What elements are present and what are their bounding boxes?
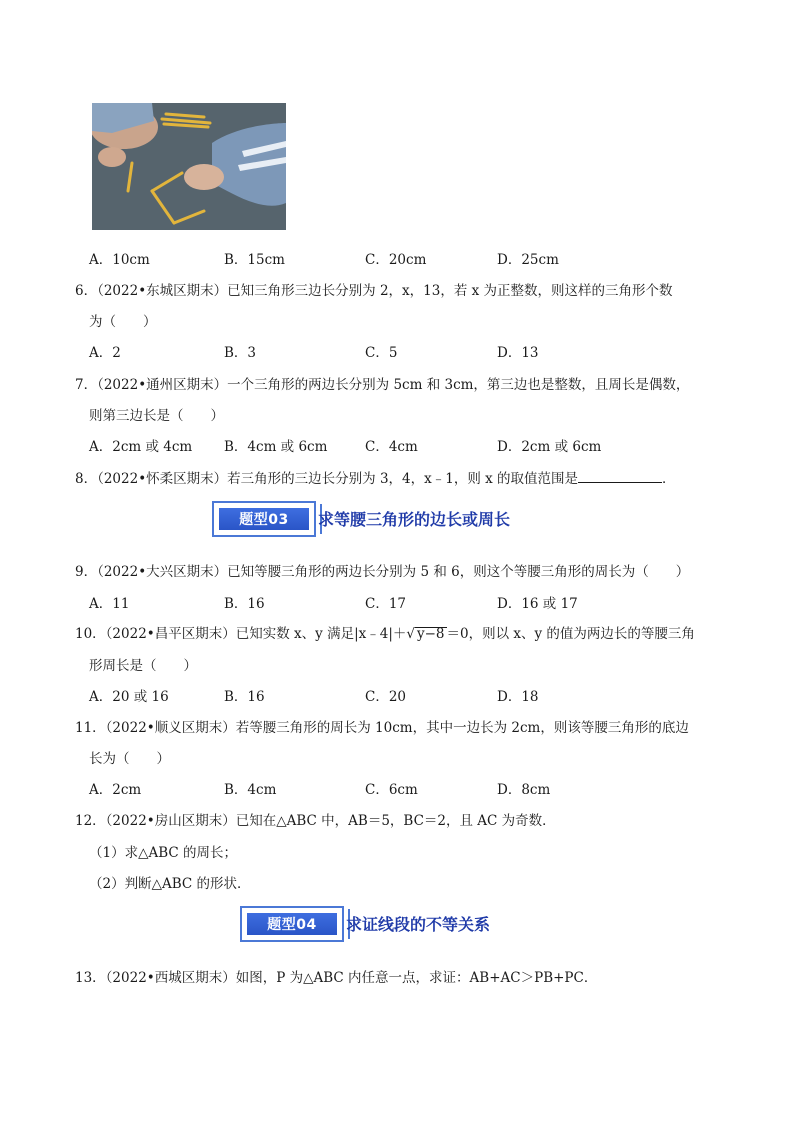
section-03-title: 求等腰三角形的边长或周长: [318, 510, 511, 529]
q10-option-c: C．20: [365, 689, 407, 705]
section-04-title: 求证线段的不等关系: [346, 915, 491, 934]
q7-option-a: A．2cm 或 4cm: [89, 439, 193, 455]
q11-option-c: C．6cm: [365, 782, 418, 798]
section-04-badge: [240, 906, 344, 942]
q10-option-d: D．18: [497, 689, 539, 705]
q6-option-c: C．5: [365, 345, 398, 361]
q6-option-b: B．3: [224, 345, 257, 361]
sticks-photo: [92, 103, 286, 230]
q5-option-d: D．25cm: [497, 252, 559, 268]
q5-option-a: A．10cm: [89, 252, 150, 268]
q6-option-d: D．13: [497, 345, 539, 361]
q6-option-a: A．2: [89, 345, 121, 361]
section-03-badge: [212, 501, 316, 537]
q11-option-d: D．8cm: [497, 782, 551, 798]
q10-sqrt-radicand: y−8: [416, 626, 445, 642]
q9-option-b: B．16: [224, 596, 265, 612]
q10-sqrt: √ y−8: [406, 626, 445, 642]
q5-option-c: C．20cm: [365, 252, 427, 268]
q10-stem-line1: [75, 622, 695, 642]
q10-stem-line2: 形周长是（ ）: [89, 658, 197, 674]
q10-stem-part-a: 10．（2022•昌平区期末）已知实数 x、y 满足|x﹣4|＋: [75, 626, 407, 642]
q10-stem-part-b: ＝0，则以 x、y 的值为两边长的等腰三角: [446, 626, 695, 642]
q7-option-b: B．4cm 或 6cm: [224, 439, 328, 455]
q9-stem-line1: 9．（2022•大兴区期末）已知等腰三角形的两边长分别为 5 和 6，则这个等腰三角形的周长为（ ）: [75, 564, 690, 580]
q13-stem-line1: 13．（2022•西城区期末）如图，P 为△ABC 内任意一点，求证：AB+AC＞PB+PC．: [75, 970, 598, 986]
q6-stem-line2: 为（ ）: [89, 314, 157, 330]
q8-end: ．: [662, 471, 676, 487]
q7-stem-line2: 则第三边长是（ ）: [89, 408, 224, 424]
section-04-badge-label: 题型04: [247, 913, 337, 935]
section-03-banner: [212, 501, 552, 541]
q10-option-b: B．16: [224, 689, 265, 705]
q6-stem-line1: 6．（2022•东城区期末）已知三角形三边长分别为 2，x，13，若 x 为正整数，则这样的三角形个数: [75, 283, 673, 299]
q8-text: 8．（2022•怀柔区期末）若三角形的三边长分别为 3，4，x﹣1，则 x 的取值范围是: [75, 471, 579, 487]
q5-option-b: B．15cm: [224, 252, 285, 268]
q7-option-d: D．2cm 或 6cm: [497, 439, 602, 455]
q7-stem-line1: 7．（2022•通州区期末）一个三角形的两边长分别为 5cm 和 3cm，第三边也是整数，且周长是偶数，: [75, 377, 690, 393]
q9-option-c: C．17: [365, 596, 407, 612]
sticks-photo-illustration: [92, 103, 286, 230]
section-04-banner: [240, 906, 540, 946]
q7-option-c: C．4cm: [365, 439, 418, 455]
q11-option-b: B．4cm: [224, 782, 277, 798]
q9-option-d: D．16 或 17: [497, 596, 578, 612]
q9-option-a: A．11: [89, 596, 130, 612]
q11-option-a: A．2cm: [89, 782, 142, 798]
q12-sub-question-1: （1）求△ABC 的周长；: [89, 845, 238, 861]
q11-stem-line1: 11．（2022•顺义区期末）若等腰三角形的周长为 10cm，其中一边长为 2cm，则该等腰三角形的底边: [75, 720, 689, 736]
section-03-badge-label: 题型03: [219, 508, 309, 530]
q10-option-a: A．20 或 16: [89, 689, 169, 705]
q8-answer-blank: [578, 470, 662, 483]
q12-stem-line1: 12．（2022•房山区期末）已知在△ABC 中，AB＝5，BC＝2，且 AC 为奇数．: [75, 813, 556, 829]
q11-stem-line2: 长为（ ）: [89, 751, 170, 767]
q8-stem: [75, 467, 676, 487]
q12-sub-question-2: （2）判断△ABC 的形状．: [89, 876, 251, 892]
